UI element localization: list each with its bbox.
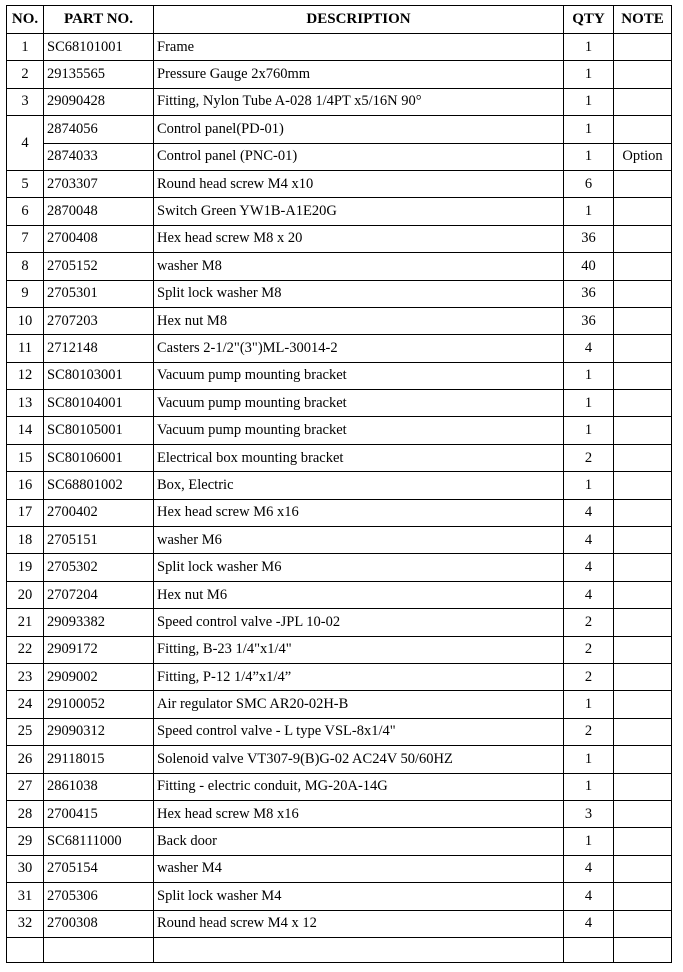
- table-row: [7, 362, 672, 389]
- cell-note: Option: [614, 143, 672, 170]
- cell-part-no: 29100052: [44, 691, 154, 718]
- table-row: [7, 773, 672, 800]
- cell-no: 6: [7, 198, 44, 225]
- empty-row: [7, 937, 672, 962]
- cell-description: Speed control valve - L type VSL-8x1/4": [154, 718, 564, 745]
- table-row: [7, 910, 672, 937]
- table-row: [7, 253, 672, 280]
- cell-qty: 1: [564, 417, 614, 444]
- empty-cell: [7, 937, 44, 962]
- cell-no: 22: [7, 636, 44, 663]
- cell-no: 4: [7, 116, 44, 171]
- table-row: [7, 61, 672, 88]
- cell-no: 32: [7, 910, 44, 937]
- parts-body: [7, 34, 672, 963]
- table-row: [7, 472, 672, 499]
- cell-no: 10: [7, 307, 44, 334]
- cell-qty: 6: [564, 170, 614, 197]
- cell-qty: 4: [564, 581, 614, 608]
- cell-part-no: 2870048: [44, 198, 154, 225]
- cell-part-no: 2705152: [44, 253, 154, 280]
- cell-qty: 1: [564, 88, 614, 115]
- cell-note: [614, 335, 672, 362]
- cell-qty: 4: [564, 883, 614, 910]
- table-row: [7, 198, 672, 225]
- cell-no: 1: [7, 34, 44, 61]
- cell-no: 23: [7, 663, 44, 690]
- cell-no: 31: [7, 883, 44, 910]
- cell-qty: 36: [564, 280, 614, 307]
- cell-part-no: SC80106001: [44, 444, 154, 471]
- cell-qty: 2: [564, 444, 614, 471]
- header-no: NO.: [7, 6, 44, 34]
- table-row: [7, 718, 672, 745]
- cell-part-no: SC68801002: [44, 472, 154, 499]
- cell-part-no: 2703307: [44, 170, 154, 197]
- cell-description: Split lock washer M6: [154, 554, 564, 581]
- empty-cell: [564, 937, 614, 962]
- table-row: [7, 663, 672, 690]
- table-row: [7, 225, 672, 252]
- cell-part-no: 2705154: [44, 855, 154, 882]
- cell-qty: 36: [564, 225, 614, 252]
- cell-part-no: 2861038: [44, 773, 154, 800]
- cell-qty: 2: [564, 636, 614, 663]
- table-row: [7, 390, 672, 417]
- cell-part-no: 2909172: [44, 636, 154, 663]
- cell-qty: 2: [564, 718, 614, 745]
- cell-description: Fitting, P-12 1/4”x1/4”: [154, 663, 564, 690]
- cell-description: Hex nut M6: [154, 581, 564, 608]
- cell-part-no: 2705302: [44, 554, 154, 581]
- cell-note: [614, 34, 672, 61]
- cell-part-no: SC80105001: [44, 417, 154, 444]
- cell-description: Control panel(PD-01): [154, 116, 564, 143]
- cell-description: Frame: [154, 34, 564, 61]
- cell-part-no: 2700408: [44, 225, 154, 252]
- cell-part-no: SC68111000: [44, 828, 154, 855]
- cell-note: [614, 280, 672, 307]
- cell-part-no: 29118015: [44, 746, 154, 773]
- table-row: [7, 280, 672, 307]
- cell-no: 17: [7, 499, 44, 526]
- cell-description: washer M8: [154, 253, 564, 280]
- cell-note: [614, 581, 672, 608]
- cell-note: [614, 773, 672, 800]
- cell-note: [614, 718, 672, 745]
- cell-qty: 4: [564, 527, 614, 554]
- cell-description: Control panel (PNC-01): [154, 143, 564, 170]
- cell-qty: 4: [564, 855, 614, 882]
- cell-qty: 1: [564, 198, 614, 225]
- cell-no: 20: [7, 581, 44, 608]
- table-row: [7, 116, 672, 143]
- cell-qty: 1: [564, 143, 614, 170]
- cell-no: 14: [7, 417, 44, 444]
- cell-part-no: 2707204: [44, 581, 154, 608]
- cell-qty: 1: [564, 691, 614, 718]
- table-row: [7, 88, 672, 115]
- cell-note: [614, 663, 672, 690]
- cell-note: [614, 390, 672, 417]
- cell-no: 27: [7, 773, 44, 800]
- cell-note: [614, 116, 672, 143]
- cell-part-no: 2700415: [44, 800, 154, 827]
- cell-note: [614, 554, 672, 581]
- cell-note: [614, 472, 672, 499]
- cell-qty: 2: [564, 609, 614, 636]
- cell-part-no: 2705301: [44, 280, 154, 307]
- cell-note: [614, 855, 672, 882]
- cell-no: 18: [7, 527, 44, 554]
- cell-no: 13: [7, 390, 44, 417]
- cell-description: Fitting - electric conduit, MG-20A-14G: [154, 773, 564, 800]
- cell-part-no: 29135565: [44, 61, 154, 88]
- cell-description: Round head screw M4 x10: [154, 170, 564, 197]
- cell-no: 2: [7, 61, 44, 88]
- table-row: [7, 34, 672, 61]
- cell-no: 25: [7, 718, 44, 745]
- cell-description: Split lock washer M4: [154, 883, 564, 910]
- table-row: [7, 581, 672, 608]
- cell-note: [614, 609, 672, 636]
- table-row: [7, 883, 672, 910]
- cell-note: [614, 527, 672, 554]
- cell-note: [614, 746, 672, 773]
- cell-no: 7: [7, 225, 44, 252]
- cell-qty: 4: [564, 910, 614, 937]
- cell-qty: 1: [564, 828, 614, 855]
- cell-description: washer M4: [154, 855, 564, 882]
- cell-qty: 1: [564, 773, 614, 800]
- cell-description: Fitting, Nylon Tube A-028 1/4PT x5/16N 90°: [154, 88, 564, 115]
- cell-note: [614, 444, 672, 471]
- cell-description: Hex head screw M6 x16: [154, 499, 564, 526]
- empty-cell: [44, 937, 154, 962]
- cell-description: washer M6: [154, 527, 564, 554]
- cell-description: Vacuum pump mounting bracket: [154, 417, 564, 444]
- cell-note: [614, 88, 672, 115]
- cell-qty: 4: [564, 554, 614, 581]
- table-row: [7, 527, 672, 554]
- cell-note: [614, 800, 672, 827]
- cell-description: Hex head screw M8 x16: [154, 800, 564, 827]
- cell-note: [614, 691, 672, 718]
- cell-note: [614, 225, 672, 252]
- cell-note: [614, 61, 672, 88]
- header-note: NOTE: [614, 6, 672, 34]
- cell-description: Round head screw M4 x 12: [154, 910, 564, 937]
- cell-no: 24: [7, 691, 44, 718]
- table-row: [7, 691, 672, 718]
- cell-description: Air regulator SMC AR20-02H-B: [154, 691, 564, 718]
- cell-no: 15: [7, 444, 44, 471]
- cell-part-no: 2707203: [44, 307, 154, 334]
- cell-note: [614, 417, 672, 444]
- header-row: [7, 6, 672, 34]
- cell-part-no: 2712148: [44, 335, 154, 362]
- table-row: [7, 609, 672, 636]
- cell-part-no: 29093382: [44, 609, 154, 636]
- table-row: [7, 307, 672, 334]
- cell-qty: 4: [564, 499, 614, 526]
- cell-note: [614, 636, 672, 663]
- cell-no: 30: [7, 855, 44, 882]
- cell-note: [614, 883, 672, 910]
- cell-part-no: 2874033: [44, 143, 154, 170]
- empty-cell: [614, 937, 672, 962]
- cell-no: 11: [7, 335, 44, 362]
- cell-description: Back door: [154, 828, 564, 855]
- cell-part-no: SC80104001: [44, 390, 154, 417]
- table-row: [7, 335, 672, 362]
- cell-description: Hex head screw M8 x 20: [154, 225, 564, 252]
- parts-list-table: [6, 5, 672, 963]
- cell-no: 19: [7, 554, 44, 581]
- cell-part-no: 29090312: [44, 718, 154, 745]
- cell-no: 5: [7, 170, 44, 197]
- header-qty: QTY: [564, 6, 614, 34]
- cell-note: [614, 910, 672, 937]
- header-description: DESCRIPTION: [154, 6, 564, 34]
- cell-description: Box, Electric: [154, 472, 564, 499]
- cell-no: 29: [7, 828, 44, 855]
- cell-description: Switch Green YW1B-A1E20G: [154, 198, 564, 225]
- cell-part-no: 2874056: [44, 116, 154, 143]
- cell-no: 9: [7, 280, 44, 307]
- cell-qty: 4: [564, 335, 614, 362]
- cell-note: [614, 362, 672, 389]
- cell-description: Vacuum pump mounting bracket: [154, 362, 564, 389]
- table-row: [7, 417, 672, 444]
- cell-no: 28: [7, 800, 44, 827]
- cell-no: 16: [7, 472, 44, 499]
- cell-qty: 1: [564, 472, 614, 499]
- cell-no: 26: [7, 746, 44, 773]
- cell-description: Vacuum pump mounting bracket: [154, 390, 564, 417]
- cell-description: Speed control valve -JPL 10-02: [154, 609, 564, 636]
- cell-qty: 1: [564, 746, 614, 773]
- cell-qty: 1: [564, 116, 614, 143]
- cell-part-no: 2700308: [44, 910, 154, 937]
- cell-qty: 40: [564, 253, 614, 280]
- cell-no: 8: [7, 253, 44, 280]
- table-row: [7, 800, 672, 827]
- cell-description: Split lock washer M8: [154, 280, 564, 307]
- empty-cell: [154, 937, 564, 962]
- cell-no: 3: [7, 88, 44, 115]
- cell-note: [614, 499, 672, 526]
- cell-part-no: 2705306: [44, 883, 154, 910]
- cell-note: [614, 170, 672, 197]
- cell-note: [614, 828, 672, 855]
- table-row: [7, 828, 672, 855]
- cell-part-no: 2705151: [44, 527, 154, 554]
- cell-part-no: SC68101001: [44, 34, 154, 61]
- table-row: [7, 746, 672, 773]
- cell-note: [614, 198, 672, 225]
- cell-description: Electrical box mounting bracket: [154, 444, 564, 471]
- table-row: [7, 554, 672, 581]
- cell-description: Fitting, B-23 1/4"x1/4": [154, 636, 564, 663]
- cell-qty: 1: [564, 390, 614, 417]
- cell-description: Casters 2-1/2"(3")ML-30014-2: [154, 335, 564, 362]
- table-row: [7, 636, 672, 663]
- cell-qty: 1: [564, 61, 614, 88]
- table-row: [7, 170, 672, 197]
- cell-qty: 3: [564, 800, 614, 827]
- cell-description: Hex nut M8: [154, 307, 564, 334]
- table-row: [7, 499, 672, 526]
- cell-qty: 1: [564, 362, 614, 389]
- cell-description: Solenoid valve VT307-9(B)G-02 AC24V 50/60HZ: [154, 746, 564, 773]
- header-part-no: PART NO.: [44, 6, 154, 34]
- table-row: [7, 143, 672, 170]
- cell-qty: 1: [564, 34, 614, 61]
- cell-qty: 2: [564, 663, 614, 690]
- cell-qty: 36: [564, 307, 614, 334]
- cell-part-no: 29090428: [44, 88, 154, 115]
- cell-part-no: 2909002: [44, 663, 154, 690]
- cell-part-no: 2700402: [44, 499, 154, 526]
- cell-part-no: SC80103001: [44, 362, 154, 389]
- cell-no: 21: [7, 609, 44, 636]
- cell-note: [614, 253, 672, 280]
- table-row: [7, 855, 672, 882]
- cell-note: [614, 307, 672, 334]
- cell-description: Pressure Gauge 2x760mm: [154, 61, 564, 88]
- cell-no: 12: [7, 362, 44, 389]
- table-row: [7, 444, 672, 471]
